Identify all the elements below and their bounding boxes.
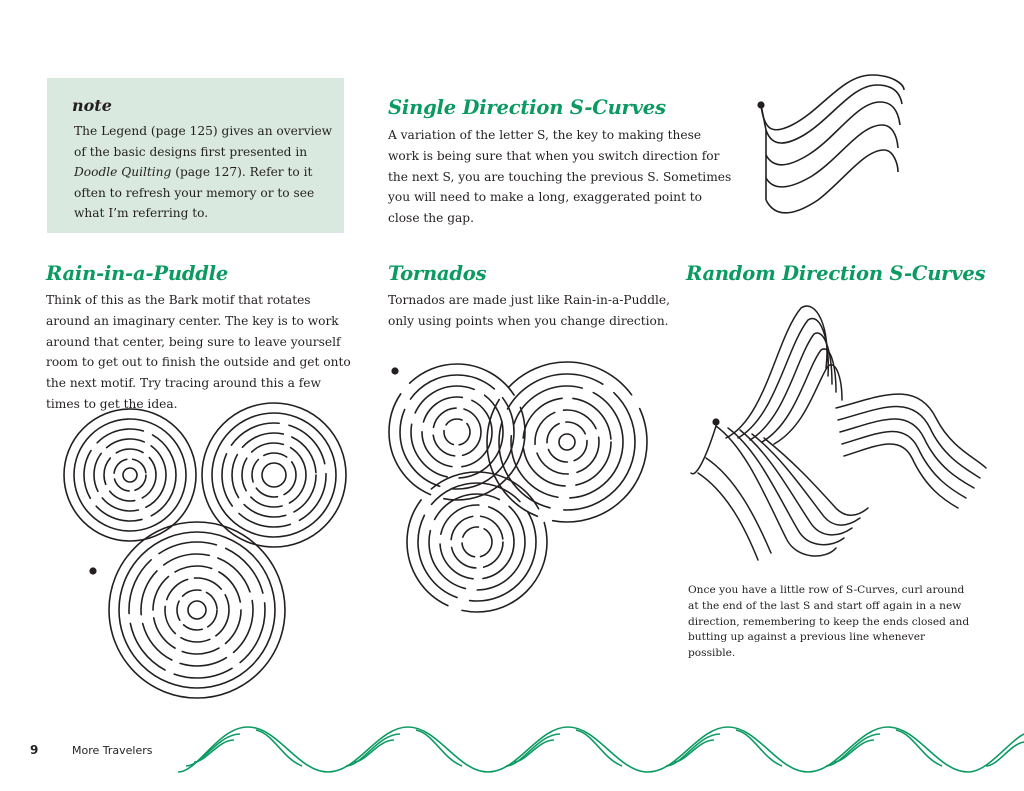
single-direction-body: A variation of the letter S, the key to making these work is being sure that when you switch direction for the next S, you are touching the previous S. Sometimes you will need to make a long, exaggerated point to close the gap.	[388, 128, 732, 226]
footer-s-curve-border	[178, 722, 1024, 778]
rain-puddle-illustration	[52, 405, 357, 705]
rain-puddle-body: Think of this as the Bark motif that rotates around an imaginary center. The key is to work around that center, being sure to leave yourself room to get out to finish the outside and get onto the next motif. Try tracing around this a few times to get the idea.	[46, 293, 351, 411]
random-direction-title: Random Direction S-Curves	[686, 262, 986, 285]
single-direction-title: Single Direction S-Curves	[388, 96, 666, 119]
note-text	[74, 121, 336, 224]
single-direction-illustration	[752, 70, 922, 230]
tornados-start-dot	[391, 367, 398, 374]
tornados-illustration	[385, 342, 670, 614]
random-direction-caption: Once you have a little row of S-Curves, curl around at the end of the last S and start off again in a new direction, remembering to keep the ends closed and butting up against a previous line whenever possible.	[688, 584, 970, 660]
note-book-title: Doodle Quilting	[74, 165, 172, 180]
single-direction-start-dot	[757, 101, 764, 108]
section-name: More Travelers	[72, 744, 153, 757]
note-text-part-2: (page 127). Refer to it often to refresh your memory or to see what I’m referring to.	[74, 165, 315, 221]
random-direction-start-dot	[712, 418, 719, 425]
tornados-body: Tornados are made just like Rain-in-a-Puddle, only using points when you change direction.	[388, 293, 671, 328]
random-direction-illustration	[686, 298, 991, 570]
page-number: 9	[30, 743, 39, 757]
note-label: note	[72, 96, 112, 115]
rain-puddle-title: Rain-in-a-Puddle	[46, 262, 229, 285]
tornados-title: Tornados	[388, 262, 487, 285]
note-text-part-1: The Legend (page 125) gives an overview of the basic designs first presented in	[74, 124, 333, 159]
rain-puddle-start-dot	[89, 567, 96, 574]
